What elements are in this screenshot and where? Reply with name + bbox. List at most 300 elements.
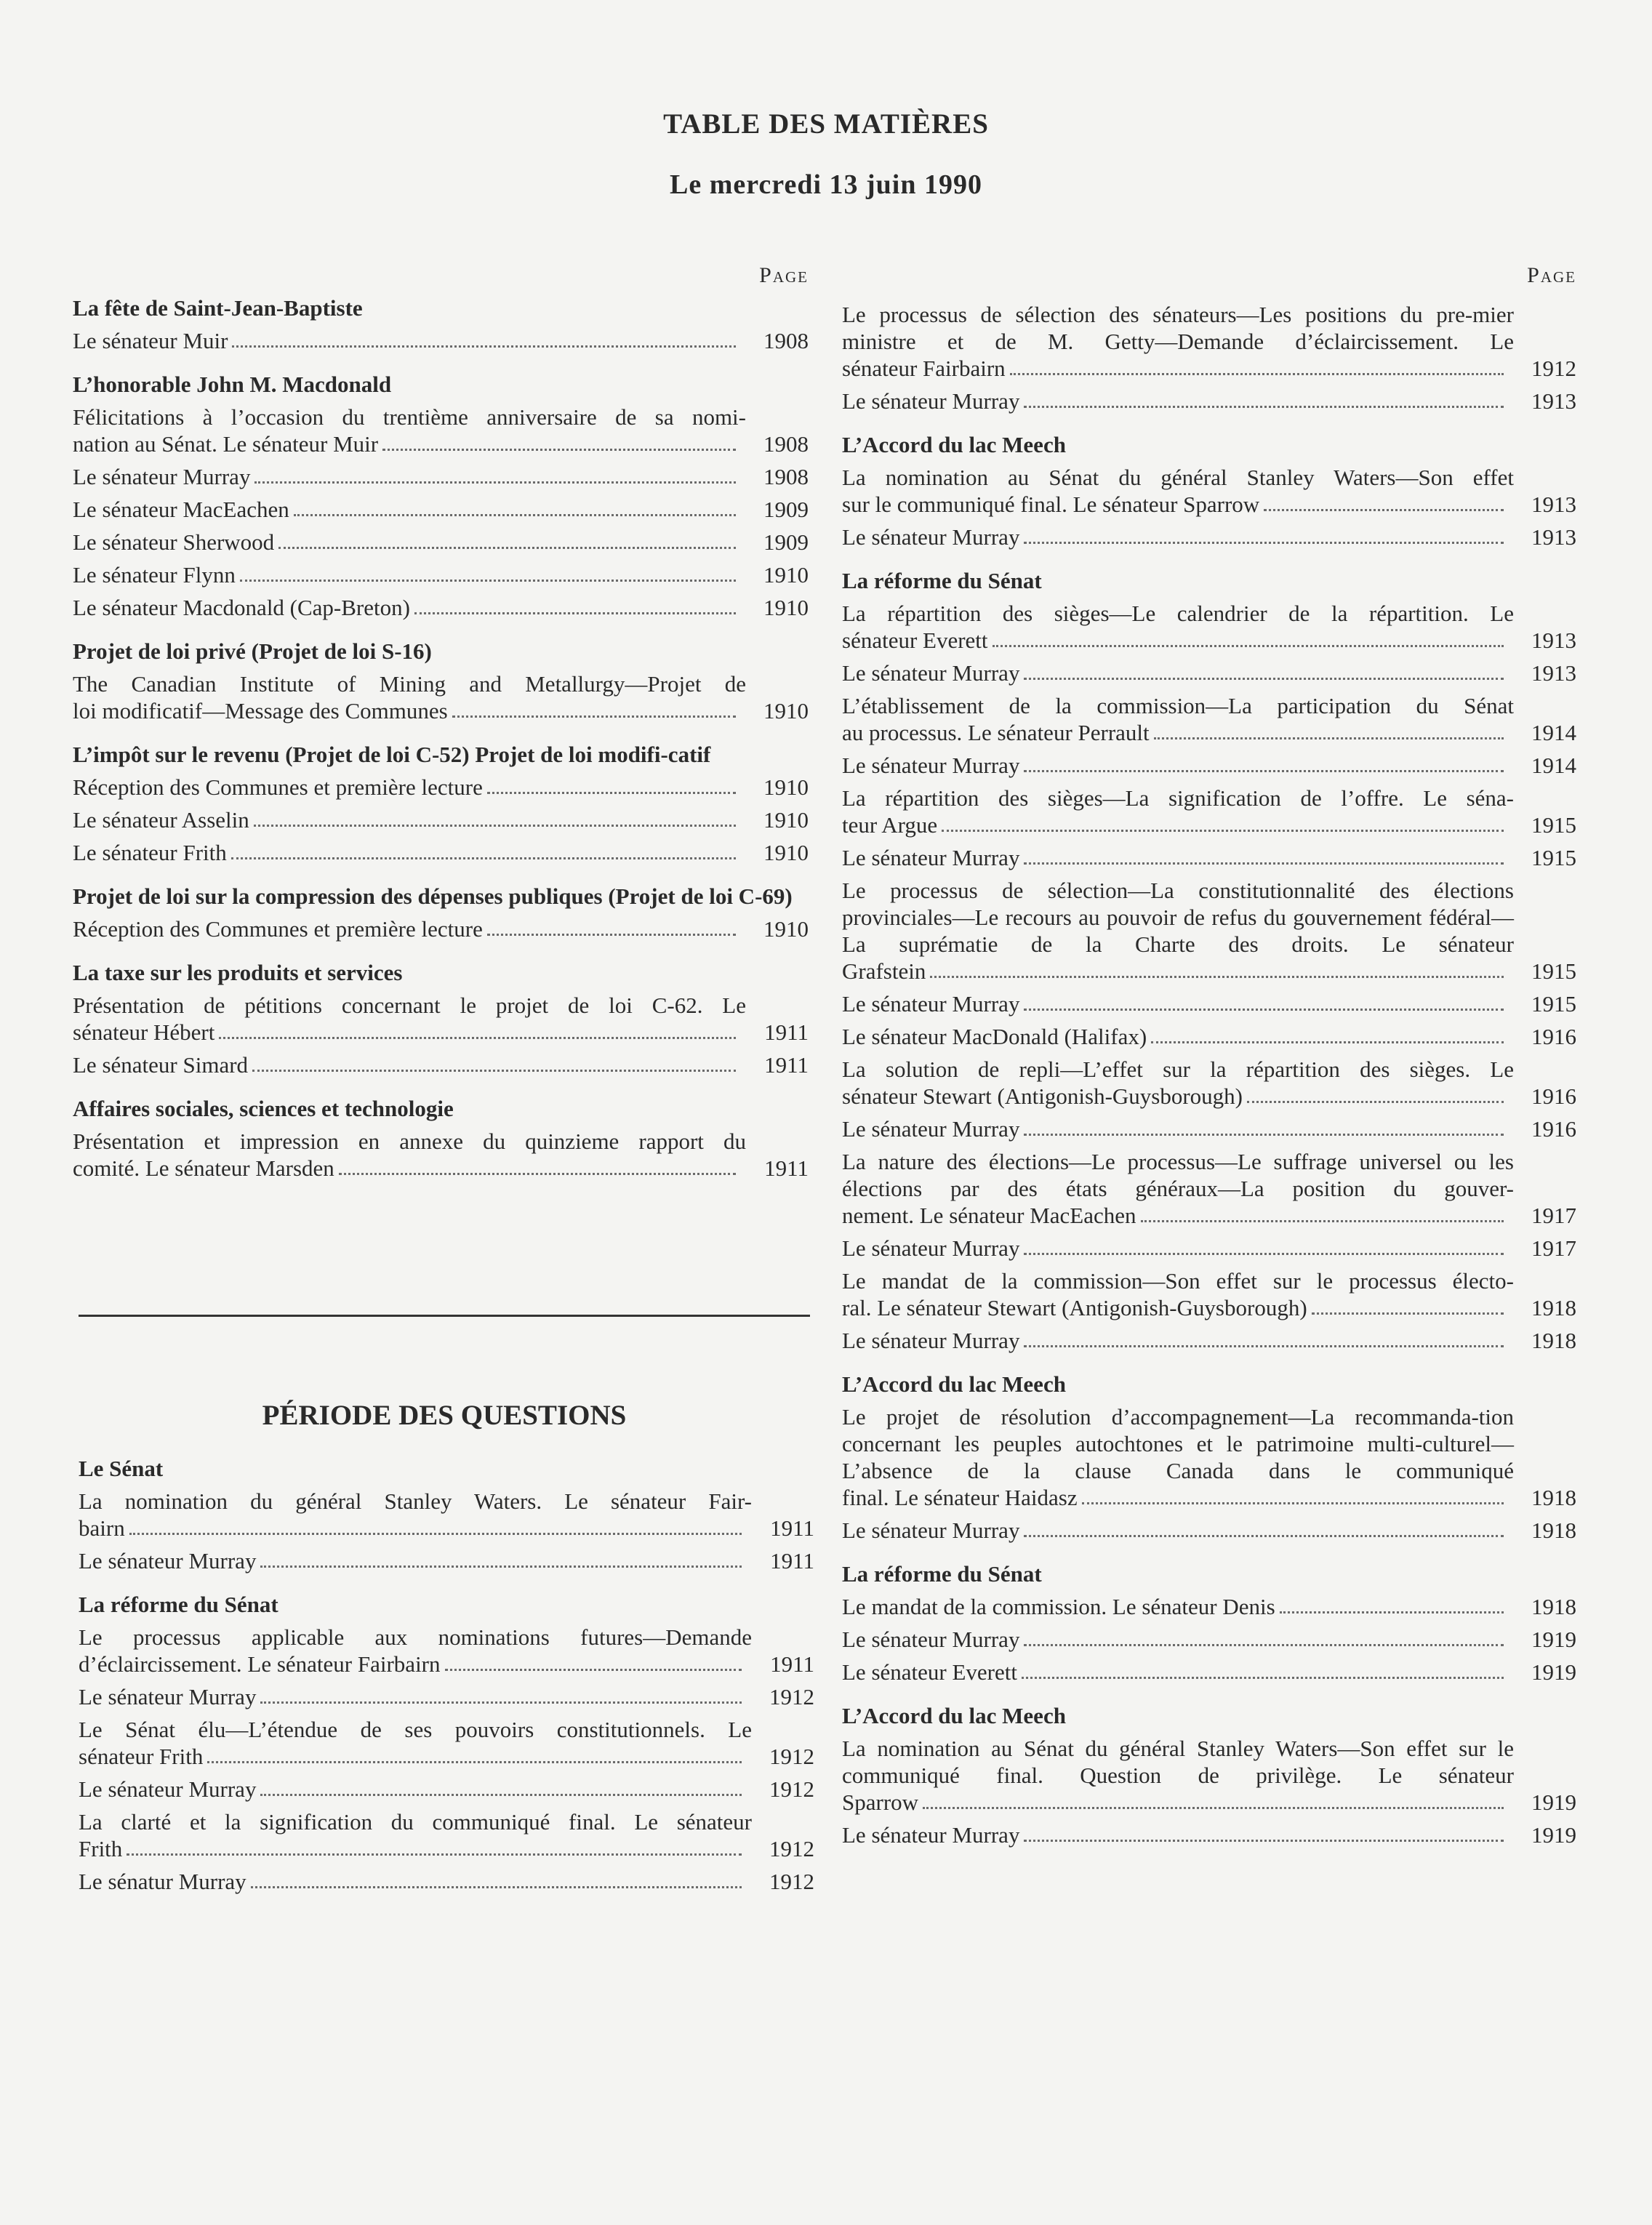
toc-section: [842, 1703, 1576, 1848]
dot-leader: [452, 715, 736, 718]
entry-body: [842, 1735, 1514, 1816]
entry-text: Le sénateur MacDonald (Halifax): [842, 1024, 1147, 1049]
page-number: 1908: [763, 464, 809, 489]
dot-leader: [1024, 1134, 1504, 1136]
entry-body: [842, 600, 1514, 654]
dot-leader: [278, 547, 736, 549]
toc-entry: [842, 464, 1576, 518]
dot-leader: [1024, 1253, 1504, 1255]
entry-text: sénateur Fairbairn: [842, 356, 1006, 381]
dot-leader: [942, 830, 1504, 832]
entry-text: d’éclaircissement. Le sénateur Fairbairn: [79, 1651, 441, 1677]
page-number: 1912: [1531, 356, 1576, 381]
entry-text: Grafstein: [842, 958, 926, 984]
toc-entry: [842, 301, 1576, 382]
entry-text: sénateur Hébert: [73, 1019, 215, 1045]
entry-body: [79, 1683, 752, 1710]
page-number: 1918: [1531, 1328, 1576, 1353]
entry-text: La clarté et la signification du communiqué final. Le sénateur: [79, 1809, 752, 1835]
toc-entry: [842, 785, 1576, 838]
dot-leader: [1264, 509, 1504, 511]
page-number: 1912: [769, 1869, 814, 1894]
page-number: 1913: [1531, 660, 1576, 686]
dot-leader: [1024, 1840, 1504, 1842]
page-number: 1919: [1531, 1627, 1576, 1652]
entry-body: [842, 1659, 1514, 1685]
document-title: TABLE DES MATIÈRES: [663, 108, 989, 140]
page-number: 1910: [763, 595, 809, 620]
entry-text: loi modificatif—Message des Communes: [73, 698, 448, 723]
dot-leader: [1151, 1041, 1504, 1043]
entry-body: [842, 1267, 1514, 1321]
entry-text: Le sénateur Murray: [842, 524, 1020, 550]
entry-text: bairn: [79, 1515, 125, 1541]
entry-lastline: [842, 1659, 1514, 1685]
page-number: 1918: [1531, 1518, 1576, 1543]
entry-text: final. Le sénateur Haidasz: [842, 1485, 1078, 1510]
dot-leader: [1082, 1502, 1504, 1504]
entry-lastline: [842, 388, 1514, 414]
entry-body: [73, 915, 746, 942]
dot-leader: [1141, 1220, 1504, 1222]
entry-text: Le sénateur Murray: [842, 660, 1020, 686]
toc-entry: [73, 1051, 809, 1078]
toc-sections: [842, 301, 1576, 1848]
toc-entry: [73, 327, 809, 354]
page-number: 1919: [1531, 1789, 1576, 1815]
section-title: L’impôt sur le revenu (Projet de loi C-52) Projet de loi modifi-catif: [73, 742, 711, 767]
entry-text: La nomination du général Stanley Waters. Le sénateur Fair-: [79, 1488, 752, 1514]
entry-text: nation au Sénat. Le sénateur Muir: [73, 431, 379, 457]
toc-entry: [73, 529, 809, 556]
entry-body: [73, 839, 746, 866]
toc-entry: [842, 600, 1576, 654]
page-number: 1915: [1531, 991, 1576, 1017]
entry-body: [73, 496, 746, 523]
page-column-header: Page: [1527, 263, 1576, 287]
entry-body: [842, 301, 1514, 382]
entry-text: Le sénateur Murray: [79, 1684, 257, 1709]
page-number: 1909: [763, 497, 809, 522]
right-column: [842, 262, 1576, 1848]
page-number: 1914: [1531, 753, 1576, 778]
toc-entry: [842, 524, 1576, 550]
page-number: 1915: [1531, 812, 1576, 838]
dot-leader: [1247, 1101, 1504, 1103]
entry-body: [842, 1327, 1514, 1354]
entry-body: [842, 844, 1514, 871]
entry-text: Le sénateur Murray: [73, 464, 251, 489]
toc-section: [842, 1561, 1576, 1685]
toc-entry: [842, 1517, 1576, 1544]
entry-body: [842, 1148, 1514, 1229]
entry-lastline: [79, 1868, 752, 1895]
section-title: L’honorable John M. Macdonald: [73, 372, 392, 397]
entry-lastline: [842, 1023, 1514, 1050]
toc-entry: [842, 1267, 1576, 1321]
toc-entry: [73, 561, 809, 588]
dot-leader: [1154, 737, 1504, 739]
toc-section: [79, 1592, 814, 1895]
entry-body: [842, 388, 1514, 414]
entry-body: [842, 990, 1514, 1017]
toc-section: [73, 1096, 809, 1182]
toc-entry: [73, 1128, 809, 1182]
entry-body: [79, 1868, 752, 1895]
page-number: 1911: [770, 1515, 814, 1541]
toc-section: [73, 742, 809, 866]
entry-text: Le processus de sélection—La constitutionnalité des élections provinciales—Le recours au pouvoir de refus du gouvernement fédéral—La suprématie de la Charte des droits. Le sénateur: [842, 878, 1514, 957]
entry-lastline: [73, 774, 746, 801]
entry-lastline: [842, 1327, 1514, 1354]
entry-text: teur Argue: [842, 812, 938, 838]
entry-text: ral. Le sénateur Stewart (Antigonish-Guysborough): [842, 1295, 1307, 1320]
entry-text: La nomination au Sénat du général Stanley Waters—Son effet sur le communiqué final. Question de privilège. Le sénateur: [842, 1736, 1514, 1788]
dot-leader: [260, 1701, 742, 1704]
page-number: 1912: [769, 1836, 814, 1861]
entry-text: Le processus de sélection des sénateurs—Les positions du pre-mier ministre et de M. Getty—Demande d’éclaircissement. Le: [842, 302, 1514, 354]
toc-entry: [79, 1624, 814, 1677]
section-title: Projet de loi privé (Projet de loi S-16): [73, 638, 432, 664]
dot-leader: [129, 1533, 742, 1535]
entry-lastline: [842, 1821, 1514, 1848]
entry-lastline: [73, 1155, 746, 1182]
toc-entry: [79, 1776, 814, 1803]
dot-leader: [1024, 770, 1504, 772]
entry-text: La nature des élections—Le processus—Le suffrage universel ou les élections par des états généraux—La position du gouver-: [842, 1149, 1514, 1201]
entry-text: Le sénateur Muir: [73, 328, 228, 353]
toc-entry: [842, 752, 1576, 779]
page-number: 1910: [763, 916, 809, 942]
page-number: 1911: [764, 1019, 809, 1045]
page-number: 1911: [770, 1651, 814, 1677]
dot-leader: [1024, 1009, 1504, 1011]
page-number: 1910: [763, 840, 809, 865]
entry-text: Présentation et impression en annexe du quinzieme rapport du: [73, 1128, 746, 1154]
dot-leader: [1010, 373, 1504, 375]
toc-entry: [73, 670, 809, 724]
entry-text: The Canadian Institute of Mining and Metallurgy—Projet de: [73, 671, 746, 697]
dot-leader: [127, 1853, 742, 1856]
toc-section: [842, 432, 1576, 550]
entry-body: [842, 752, 1514, 779]
entry-body: [79, 1488, 752, 1542]
toc-entry: [842, 1115, 1576, 1142]
dot-leader: [1022, 1677, 1504, 1679]
dot-leader: [1024, 406, 1504, 408]
entry-lastline: [842, 1789, 1514, 1816]
toc-entry: [842, 844, 1576, 871]
entry-lastline: [79, 1683, 752, 1710]
dot-leader: [254, 481, 736, 484]
toc-entry: [73, 915, 809, 942]
entry-lastline: [73, 529, 746, 556]
entry-text: Frith: [79, 1836, 123, 1861]
entry-lastline: [79, 1515, 752, 1542]
entry-text: Le sénateur Murray: [842, 753, 1020, 778]
entry-text: Le sénateur Simard: [73, 1052, 249, 1078]
entry-body: [73, 670, 746, 724]
dot-leader: [207, 1761, 742, 1763]
toc-entry: [73, 594, 809, 621]
entry-body: [842, 1821, 1514, 1848]
entry-text: Réception des Communes et première lecture: [73, 774, 483, 800]
dot-leader: [382, 449, 736, 451]
entry-text: Le sénateur Murray: [842, 1518, 1020, 1543]
left-column: [73, 262, 809, 1182]
entry-body: [73, 992, 746, 1046]
toc-section: [73, 883, 809, 942]
entry-lastline: [73, 839, 746, 866]
entry-text: Le sénateur Murray: [79, 1776, 257, 1802]
entry-text: Le sénateur Murray: [842, 845, 1020, 870]
entry-body: [73, 774, 746, 801]
page-number: 1919: [1531, 1659, 1576, 1685]
entry-lastline: [842, 1593, 1514, 1620]
dot-leader: [1280, 1611, 1504, 1613]
section-title: L’Accord du lac Meech: [842, 1703, 1066, 1728]
dot-leader: [487, 792, 736, 794]
section-title: L’Accord du lac Meech: [842, 432, 1066, 457]
toc-entry: [842, 1821, 1576, 1848]
toc-entry: [842, 1735, 1576, 1816]
dot-leader: [240, 580, 736, 582]
entry-text: Le processus applicable aux nominations futures—Demande: [79, 1624, 752, 1650]
toc-entry: [842, 692, 1576, 746]
dot-leader: [1024, 1345, 1504, 1347]
toc-section: [842, 568, 1576, 1354]
entry-body: [79, 1776, 752, 1803]
entry-text: Le sénateur Frith: [73, 840, 227, 865]
dot-leader: [487, 934, 736, 936]
page-number: 1916: [1531, 1083, 1576, 1109]
page-number: 1913: [1531, 628, 1576, 653]
entry-body: [73, 1128, 746, 1182]
section-title: La réforme du Sénat: [79, 1592, 278, 1617]
entry-text: Le Sénat élu—L’étendue de ses pouvoirs constitutionnels. Le: [79, 1717, 752, 1742]
page-number: 1910: [763, 562, 809, 588]
page-number: 1908: [763, 328, 809, 353]
entry-body: [79, 1547, 752, 1574]
page-number: 1916: [1531, 1116, 1576, 1142]
entry-text: L’établissement de la commission—La participation du Sénat: [842, 693, 1514, 718]
entry-lastline: [842, 958, 1514, 985]
entry-body: [842, 877, 1514, 985]
entry-body: [73, 594, 746, 621]
section-title: La fête de Saint-Jean-Baptiste: [73, 295, 363, 321]
toc-section: [73, 960, 809, 1078]
dot-leader: [1024, 542, 1504, 544]
page-number: 1916: [1531, 1024, 1576, 1049]
entry-body: [842, 692, 1514, 746]
entry-body: [73, 1051, 746, 1078]
dot-leader: [232, 345, 736, 348]
toc-entry: [73, 463, 809, 490]
entry-lastline: [842, 752, 1514, 779]
toc-entry: [73, 839, 809, 866]
page-number: 1912: [769, 1684, 814, 1709]
toc-entry: [73, 992, 809, 1046]
dot-leader: [252, 1070, 736, 1072]
entry-text: Le sénateur Murray: [842, 1822, 1020, 1848]
toc-entry: [842, 1626, 1576, 1653]
entry-lastline: [73, 1019, 746, 1046]
entry-text: Présentation de pétitions concernant le projet de loi C-62. Le: [73, 993, 746, 1018]
section-title: Projet de loi sur la compression des dépenses publiques (Projet de loi C-69): [73, 883, 793, 909]
entry-lastline: [842, 1115, 1514, 1142]
dot-leader: [1024, 678, 1504, 680]
page-number: 1915: [1531, 845, 1576, 870]
entry-lastline: [842, 524, 1514, 550]
entry-lastline: [842, 660, 1514, 686]
dot-leader: [993, 645, 1504, 647]
toc-entry: [79, 1547, 814, 1574]
dot-leader: [231, 857, 736, 859]
toc-entry: [842, 1235, 1576, 1262]
toc-entry: [842, 877, 1576, 985]
toc-entry: [73, 404, 809, 457]
dot-leader: [923, 1807, 1504, 1809]
entry-lastline: [842, 719, 1514, 746]
entry-text: Le sénateur Flynn: [73, 562, 236, 588]
entry-body: [79, 1716, 752, 1770]
page-number: 1908: [763, 431, 809, 457]
entry-body: [73, 463, 746, 490]
dot-leader: [294, 514, 736, 516]
entry-text: Le sénateur Sherwood: [73, 529, 275, 555]
entry-lastline: [842, 1294, 1514, 1321]
page-number: 1910: [763, 774, 809, 800]
page-number: 1910: [763, 698, 809, 723]
toc-entry: [79, 1488, 814, 1542]
toc-entry: [842, 388, 1576, 414]
section-divider: [79, 1315, 810, 1317]
entry-text: Le sénateur Murray: [842, 1116, 1020, 1142]
entry-text: La nomination au Sénat du général Stanley Waters—Son effet: [842, 465, 1514, 490]
questions-column: [79, 1456, 814, 1895]
toc-section: [842, 1371, 1576, 1544]
dot-leader: [1024, 862, 1504, 865]
entry-body: [842, 1403, 1514, 1511]
entry-text: Le sénateur Murray: [842, 388, 1020, 414]
entry-lastline: [842, 844, 1514, 871]
toc-entry: [842, 1403, 1576, 1511]
page-number: 1919: [1531, 1822, 1576, 1848]
entry-body: [842, 1056, 1514, 1110]
entry-body: [842, 1593, 1514, 1620]
questions-heading: PÉRIODE DES QUESTIONS: [262, 1400, 627, 1431]
entry-lastline: [73, 430, 746, 457]
toc-entry: [842, 1023, 1576, 1050]
entry-text: La répartition des sièges—Le calendrier de la répartition. Le: [842, 601, 1514, 626]
page-number: 1910: [763, 807, 809, 833]
entry-body: [79, 1624, 752, 1677]
document-date: Le mercredi 13 juin 1990: [670, 169, 982, 200]
entry-lastline: [842, 1235, 1514, 1262]
entry-text: Le sénateur Murray: [842, 991, 1020, 1017]
page-number: 1913: [1531, 388, 1576, 414]
toc-section: [73, 638, 809, 724]
section-title: La taxe sur les produits et services: [73, 960, 403, 985]
toc-entry: [73, 806, 809, 833]
entry-text: sur le communiqué final. Le sénateur Sparrow: [842, 492, 1260, 517]
dot-leader: [1024, 1535, 1504, 1537]
entry-text: sénateur Frith: [79, 1744, 204, 1769]
entry-text: nement. Le sénateur MacEachen: [842, 1203, 1136, 1228]
entry-body: [842, 1023, 1514, 1050]
entry-lastline: [842, 811, 1514, 838]
entry-lastline: [842, 627, 1514, 654]
page-number: 1909: [763, 529, 809, 555]
entry-lastline: [842, 1626, 1514, 1653]
toc-entry: [79, 1716, 814, 1770]
entry-body: [842, 1626, 1514, 1653]
toc-section: [73, 295, 809, 354]
entry-body: [73, 404, 746, 457]
toc-sections: [73, 295, 809, 1182]
page-number: 1918: [1531, 1594, 1576, 1619]
entry-body: [842, 1115, 1514, 1142]
toc-entry: [79, 1683, 814, 1710]
toc-sections: [79, 1456, 814, 1895]
entry-text: Réception des Communes et première lecture: [73, 916, 483, 942]
page-number: 1912: [769, 1776, 814, 1802]
entry-body: [842, 785, 1514, 838]
entry-body: [842, 1517, 1514, 1544]
page-number: 1912: [769, 1744, 814, 1769]
dot-leader: [1024, 1644, 1504, 1646]
entry-lastline: [79, 1651, 752, 1677]
entry-lastline: [842, 1484, 1514, 1511]
entry-text: Le sénateur Murray: [79, 1548, 257, 1573]
dot-leader: [219, 1037, 736, 1039]
dot-leader: [339, 1173, 736, 1175]
entry-body: [73, 327, 746, 354]
entry-lastline: [79, 1835, 752, 1862]
section-title: Affaires sociales, sciences et technologie: [73, 1096, 454, 1121]
entry-text: Le sénateur Murray: [842, 1627, 1020, 1652]
toc-section: [842, 301, 1576, 414]
entry-text: Le sénateur Everett: [842, 1659, 1017, 1685]
toc-entry: [842, 1148, 1576, 1229]
entry-lastline: [79, 1743, 752, 1770]
page-number: 1911: [770, 1548, 814, 1573]
page-number: 1917: [1531, 1203, 1576, 1228]
entry-text: au processus. Le sénateur Perrault: [842, 720, 1150, 745]
entry-lastline: [73, 496, 746, 523]
toc-entry: [79, 1808, 814, 1862]
toc-entry: [842, 1593, 1576, 1620]
entry-body: [842, 1235, 1514, 1262]
entry-text: Le sénateur Murray: [842, 1235, 1020, 1261]
dot-leader: [254, 825, 736, 827]
entry-text: Le mandat de la commission. Le sénateur Denis: [842, 1594, 1275, 1619]
dot-leader: [260, 1794, 742, 1796]
entry-body: [73, 529, 746, 556]
section-title: Le Sénat: [79, 1456, 164, 1481]
toc-section: [73, 372, 809, 621]
page-column-header: Page: [759, 263, 809, 287]
page-number: 1917: [1531, 1235, 1576, 1261]
section-title: L’Accord du lac Meech: [842, 1371, 1066, 1397]
entry-text: Le sénateur Murray: [842, 1328, 1020, 1353]
entry-text: Le sénateur Macdonald (Cap-Breton): [73, 595, 410, 620]
toc-entry: [842, 660, 1576, 686]
toc-entry: [842, 1327, 1576, 1354]
entry-text: sénateur Everett: [842, 628, 988, 653]
page-number: 1914: [1531, 720, 1576, 745]
entry-lastline: [73, 1051, 746, 1078]
